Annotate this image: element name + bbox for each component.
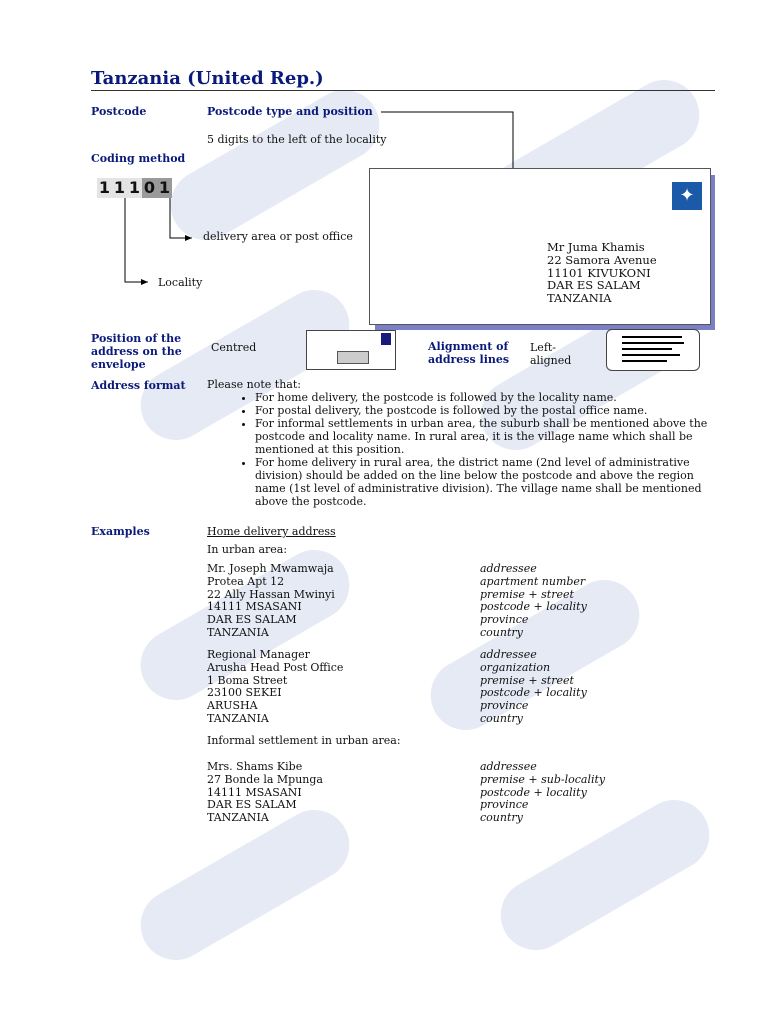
digit-4: 0 [143,178,156,197]
alignment-value: Left-aligned [530,341,572,367]
envelope-line: 11101 KIVUKONI [547,265,651,280]
envelope-line: Mr Juma Khamis [547,240,645,254]
envelope-line: DAR ES SALAM [547,278,641,293]
examples-informal: Informal settlement in urban area: [207,734,401,747]
example-3-notes: addressee premise + sub-locality postcode + locality province country [480,760,606,825]
envelope-line: TANZANIA [547,291,612,306]
left-aligned-icon [606,329,700,371]
stamp-icon: ✦ [672,182,702,210]
note-item: • For home delivery in rural area, the district name (2nd level of administrative division) should be added on the line below the postcode and above the region name (1st level of administrative division). The village name shall be mentioned above the postcode. [255,456,712,508]
digit-1: 1 [98,178,111,197]
postcode-type-label: Postcode type and position [207,105,373,118]
envelope-address [547,241,657,305]
centred-envelope-icon [306,330,396,370]
digit-2: 1 [113,178,126,197]
examples-urban: In urban area: [207,543,288,556]
example-2-notes: addressee organization premise + street postcode + locality province country [480,648,587,725]
mini-address [337,351,369,364]
example-1-address: Mr. Joseph Mwamwaja Protea Apt 12 22 Ally Hassan Mwinyi 14111 MSASANI DAR ES SALAM TANZANIA [207,562,335,639]
examples-label: Examples [91,525,150,538]
address-format-intro: Please note that: [207,378,301,391]
postcode-label: Postcode [91,105,147,118]
locality-annotation: Locality [158,276,203,289]
envelope-line: 22 Samora Avenue [547,252,657,267]
digit-5: 1 [158,178,171,197]
note-item: • For postal delivery, the postcode is followed by the postal office name. [255,404,712,417]
address-format-notes [207,391,712,508]
delivery-annotation: delivery area or post office [203,230,353,243]
example-1-notes: addressee apartment number premise + street postcode + locality province country [480,562,587,639]
address-format-label: Address format [91,379,186,392]
example-2-address: Regional Manager Arusha Head Post Office 1 Boma Street 23100 SEKEI ARUSHA TANZANIA [207,648,344,725]
postcode-description: 5 digits to the left of the locality [207,133,387,146]
note-item: • For home delivery, the postcode is followed by the locality name. [255,391,712,404]
page-title: Tanzania (United Rep.) [91,68,324,89]
alignment-label: Alignment of address lines [428,340,510,366]
example-3-address: Mrs. Shams Kibe 27 Bonde la Mpunga 14111 MSASANI DAR ES SALAM TANZANIA [207,760,323,825]
mini-stamp [381,333,391,345]
coding-method-label: Coding method [91,152,186,165]
position-label: Position of the address on the envelope [91,332,182,371]
examples-heading: Home delivery address [207,525,336,538]
digit-3: 1 [128,178,141,197]
position-value: Centred [211,341,257,354]
envelope [369,168,711,325]
note-item: • For informal settlements in urban area, the suburb shall be mentioned above the postcode and locality name. In rural area, it is the village name which shall be mentioned at this position. [255,417,712,456]
